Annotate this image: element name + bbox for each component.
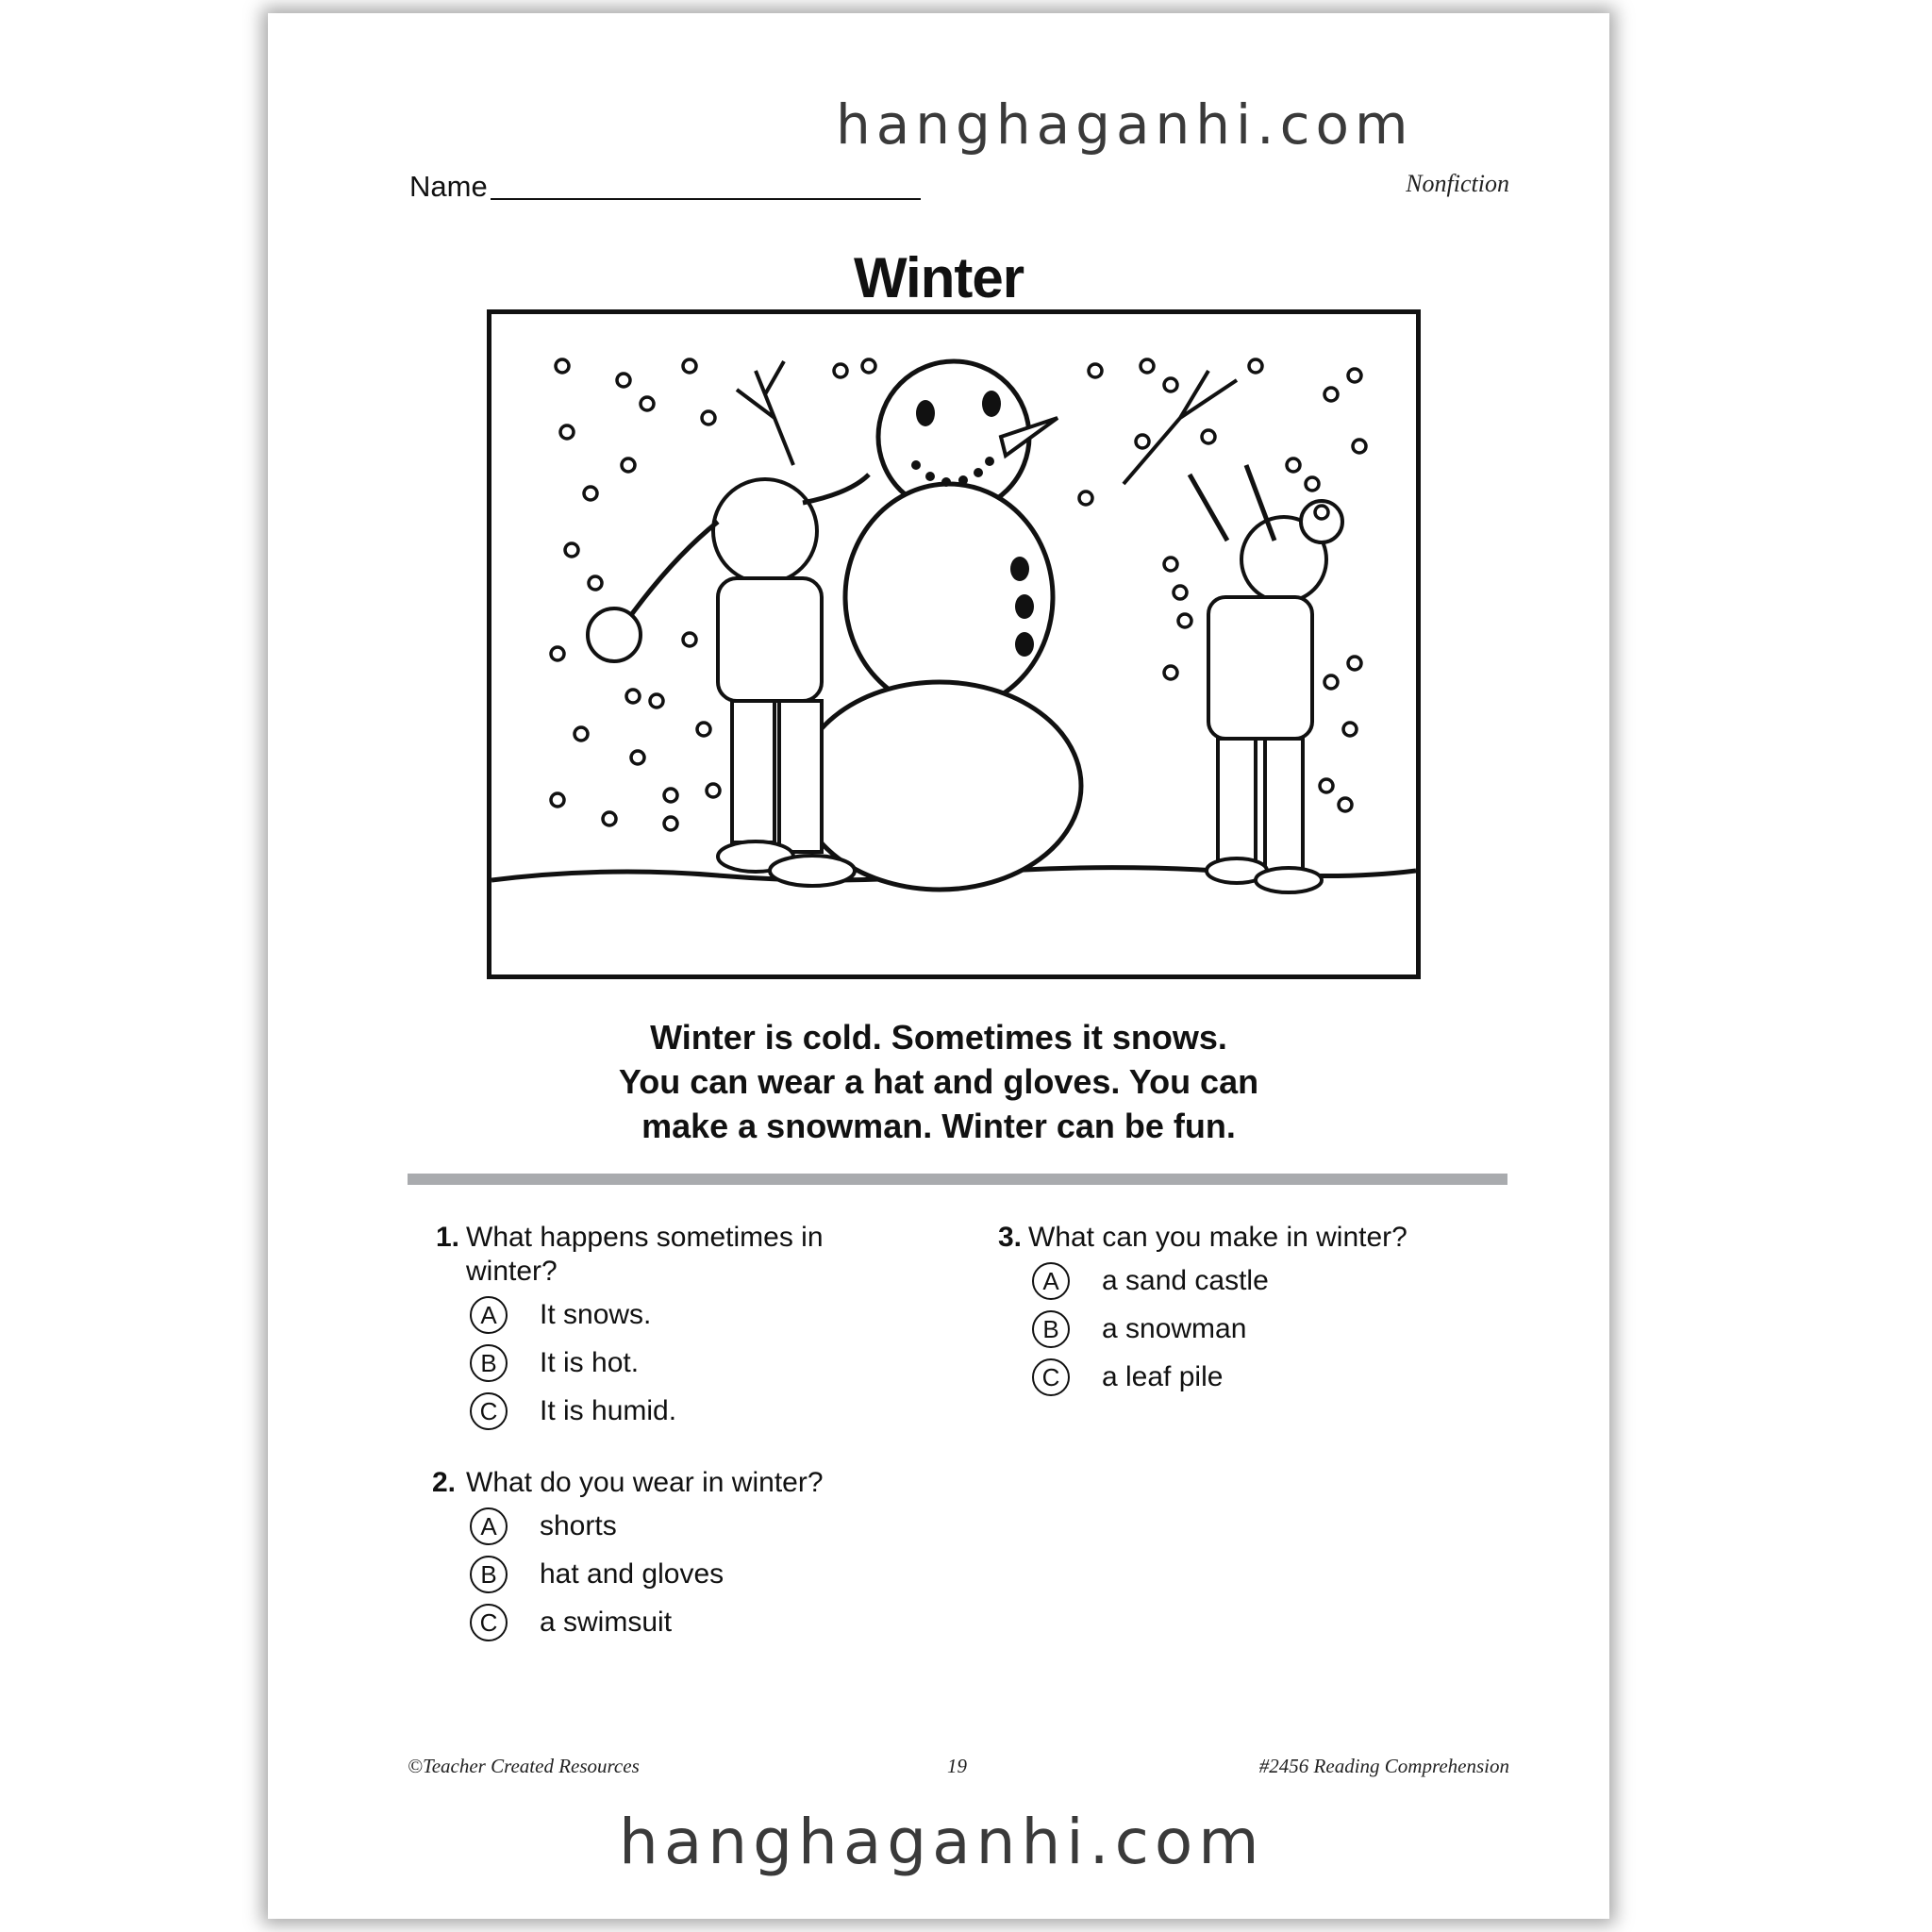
answer-option-c[interactable]: [1032, 1358, 1407, 1396]
option-text: It snows.: [540, 1299, 652, 1330]
answer-option-a[interactable]: [470, 1296, 824, 1334]
question-text: What can you make in winter?: [1028, 1222, 1407, 1253]
option-text: a swimsuit: [540, 1607, 673, 1638]
question-text: What do you wear in winter?: [466, 1467, 824, 1498]
option-text: hat and gloves: [540, 1558, 724, 1590]
option-text: shorts: [540, 1510, 617, 1541]
answer-option-b[interactable]: [1032, 1310, 1407, 1348]
reading-passage: [268, 1015, 1609, 1148]
footer-book-title: #2456 Reading Comprehension: [1258, 1755, 1509, 1777]
worksheet-page: [268, 13, 1609, 1919]
question-number: 1.: [436, 1222, 460, 1253]
passage-line: make a snowman. Winter can be fun.: [641, 1107, 1236, 1145]
answer-bubble[interactable]: B: [470, 1556, 508, 1593]
question-3: [998, 1221, 1407, 1396]
answer-option-c[interactable]: [470, 1604, 824, 1641]
option-text: It is humid.: [540, 1395, 677, 1426]
question-number: 3.: [998, 1222, 1023, 1253]
answer-bubble[interactable]: A: [470, 1296, 508, 1334]
name-label: Name: [409, 170, 488, 203]
option-text: a leaf pile: [1102, 1361, 1224, 1392]
answer-bubble[interactable]: C: [470, 1392, 508, 1430]
option-text: a snowman: [1102, 1313, 1247, 1344]
passage-line: You can wear a hat and gloves. You can: [618, 1062, 1259, 1101]
illustration-frame: [487, 309, 1421, 979]
name-blank-line: [491, 198, 921, 200]
answer-bubble[interactable]: A: [1032, 1262, 1070, 1300]
category-label: Nonfiction: [1406, 170, 1509, 197]
question-1: [436, 1221, 824, 1430]
option-text: It is hot.: [540, 1347, 640, 1378]
answer-bubble[interactable]: B: [470, 1344, 508, 1382]
passage-line: Winter is cold. Sometimes it snows.: [650, 1018, 1227, 1057]
answer-option-b[interactable]: [470, 1556, 824, 1593]
answer-bubble[interactable]: A: [470, 1507, 508, 1545]
snowman-illustration: [491, 314, 1416, 974]
answer-option-a[interactable]: [1032, 1262, 1407, 1300]
answer-bubble[interactable]: C: [470, 1604, 508, 1641]
watermark-bottom: hanghaganhi.com: [619, 1806, 1265, 1878]
footer-page-number: 19: [947, 1755, 967, 1777]
question-number: 2.: [432, 1467, 457, 1498]
question-text: What happens sometimes in: [466, 1222, 824, 1253]
divider-rule: [408, 1174, 1507, 1185]
answer-bubble[interactable]: B: [1032, 1310, 1070, 1348]
answer-option-c[interactable]: [470, 1392, 824, 1430]
footer-copyright: ©Teacher Created Resources: [408, 1755, 640, 1777]
question-2: [432, 1466, 824, 1641]
answer-bubble[interactable]: C: [1032, 1358, 1070, 1396]
watermark-top: hanghaganhi.com: [836, 92, 1414, 157]
answer-option-a[interactable]: [470, 1507, 824, 1545]
answer-option-b[interactable]: [470, 1344, 824, 1382]
option-text: a sand castle: [1102, 1265, 1269, 1296]
question-text-continued: winter?: [466, 1256, 558, 1287]
page-title: Winter: [853, 246, 1024, 309]
